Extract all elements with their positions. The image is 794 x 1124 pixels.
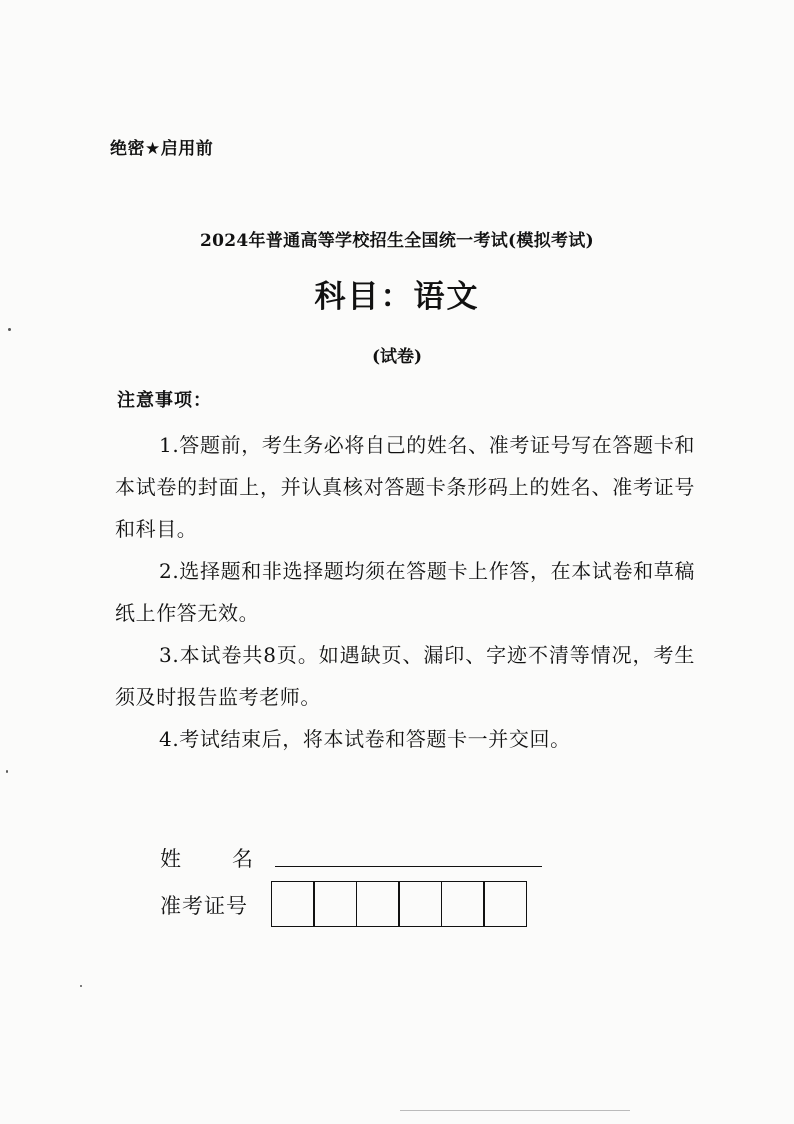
exam-id-boxes xyxy=(271,881,527,927)
exam-id-label: 准考证号 xyxy=(160,894,248,918)
scan-speck xyxy=(80,985,82,987)
exam-id-digit-box[interactable] xyxy=(441,881,485,927)
notice-heading: 注意事项： xyxy=(117,390,212,411)
exam-title: 2024年普通高等学校招生全国统一考试(模拟考试) xyxy=(200,231,594,251)
exam-id-digit-box[interactable] xyxy=(271,881,315,927)
exam-id-digit-box[interactable] xyxy=(398,881,442,927)
notice-item: 2.选择题和非选择题均须在答题卡上作答，在本试卷和草稿纸上作答无效。 xyxy=(115,559,695,625)
confidential-label: 绝密★启用前 xyxy=(110,139,214,159)
notice-item: 3.本试卷共8页。如遇缺页、漏印、字迹不清等情况，考生须及时报告监考老师。 xyxy=(115,643,695,709)
notice-item: 1.答题前，考生务必将自己的姓名、准考证号写在答题卡和本试卷的封面上，并认真核对答题卡条形码上的姓名、准考证号和科目。 xyxy=(115,433,695,541)
paper-type-label: (试卷) xyxy=(371,347,423,367)
name-field-label xyxy=(160,843,253,873)
exam-id-digit-box[interactable] xyxy=(356,881,400,927)
notice-list xyxy=(115,424,695,760)
notice-item: 4.考试结束后，将本试卷和答题卡一并交回。 xyxy=(159,727,571,751)
exam-id-digit-box[interactable] xyxy=(483,881,527,927)
name-label-char: 名 xyxy=(232,847,253,871)
exam-id-digit-box[interactable] xyxy=(313,881,357,927)
scan-speck xyxy=(6,770,8,773)
scan-speck xyxy=(400,1110,630,1111)
subject-title: 科目：语文 xyxy=(314,279,480,315)
scan-speck xyxy=(8,328,11,331)
name-label-char: 姓 xyxy=(160,847,181,871)
name-write-line[interactable] xyxy=(275,866,542,867)
